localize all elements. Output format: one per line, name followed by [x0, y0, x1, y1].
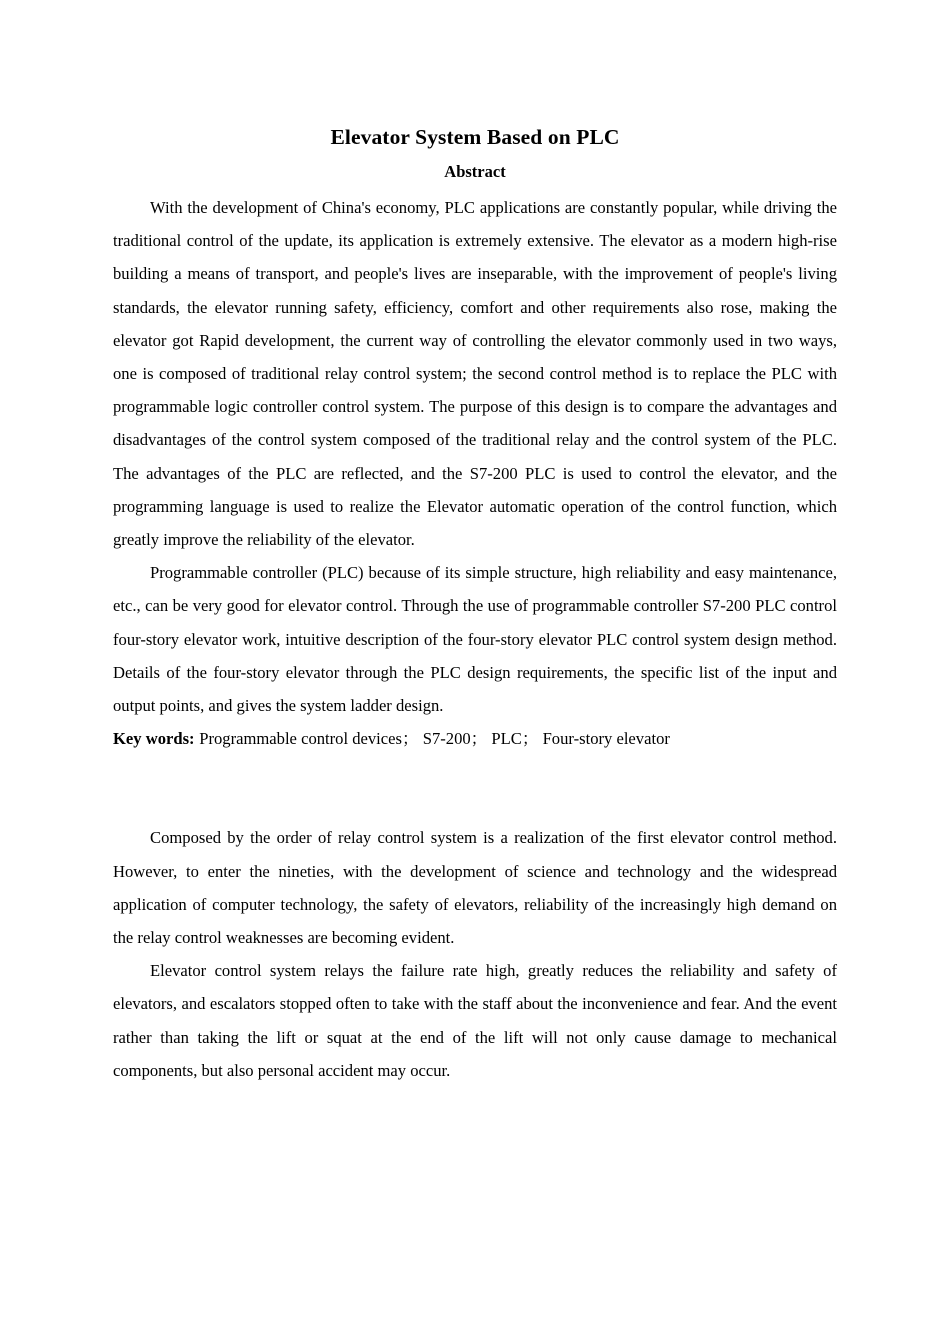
keywords-label: Key words:: [113, 729, 195, 749]
keywords-line: [113, 722, 837, 755]
abstract-heading: Abstract: [444, 162, 506, 181]
abstract-paragraph: Programmable controller (PLC) because of its simple structure, high reliability and easy maintenance, etc., can be very good for elevator control. Through the use of programmable controller S7-200 PLC control four-story elevator work, intuitive description of the four-story elevator PLC control system design method. Details of the four-story elevator through the PLC design requirements, the specific list of the input and output points, and gives the system ladder design.: [113, 563, 837, 716]
page-title: Elevator System Based on PLC: [330, 125, 620, 149]
body-paragraph: Composed by the order of relay control system is a realization of the first elevator control method. However, to enter the nineties, with the development of science and technology and the widespread application of computer technology, the safety of elevators, reliability of the increasingly high demand on the relay control weaknesses are becoming evident.: [113, 828, 837, 948]
document-content: [113, 0, 837, 1087]
abstract-paragraph: With the development of China's economy, PLC applications are constantly popular, while driving the traditional control of the update, its application is extremely extensive. The elevator as a modern high-rise building a means of transport, and people's lives are inseparable, with the improvement of people's living standards, the elevator running safety, efficiency, comfort and other requirements also rose, making the elevator got Rapid development, the current way of controlling the elevator commonly used in two ways, one is composed of traditional relay control system; the second control method is to replace the PLC with programmable logic controller control system. The purpose of this design is to compare the advantages and disadvantages of the control system composed of the traditional relay and the control system of the PLC. The advantages of the PLC are reflected, and the S7-200 PLC is used to control the elevator, and the programming language is used to realize the Elevator automatic operation of the control function, which greatly improve the reliability of the elevator.: [113, 198, 837, 550]
section-spacer: [113, 755, 837, 821]
keywords-value: Programmable control devices； S7-200； PLC； Four-story elevator: [199, 729, 670, 749]
body-paragraph: Elevator control system relays the failure rate high, greatly reduces the reliability and safety of elevators, and escalators stopped often to take with the staff about the inconvenience and fear. And the event rather than taking the lift or squat at the end of the lift will not only cause damage to mechanical components, but also personal accident may occur.: [113, 961, 837, 1080]
